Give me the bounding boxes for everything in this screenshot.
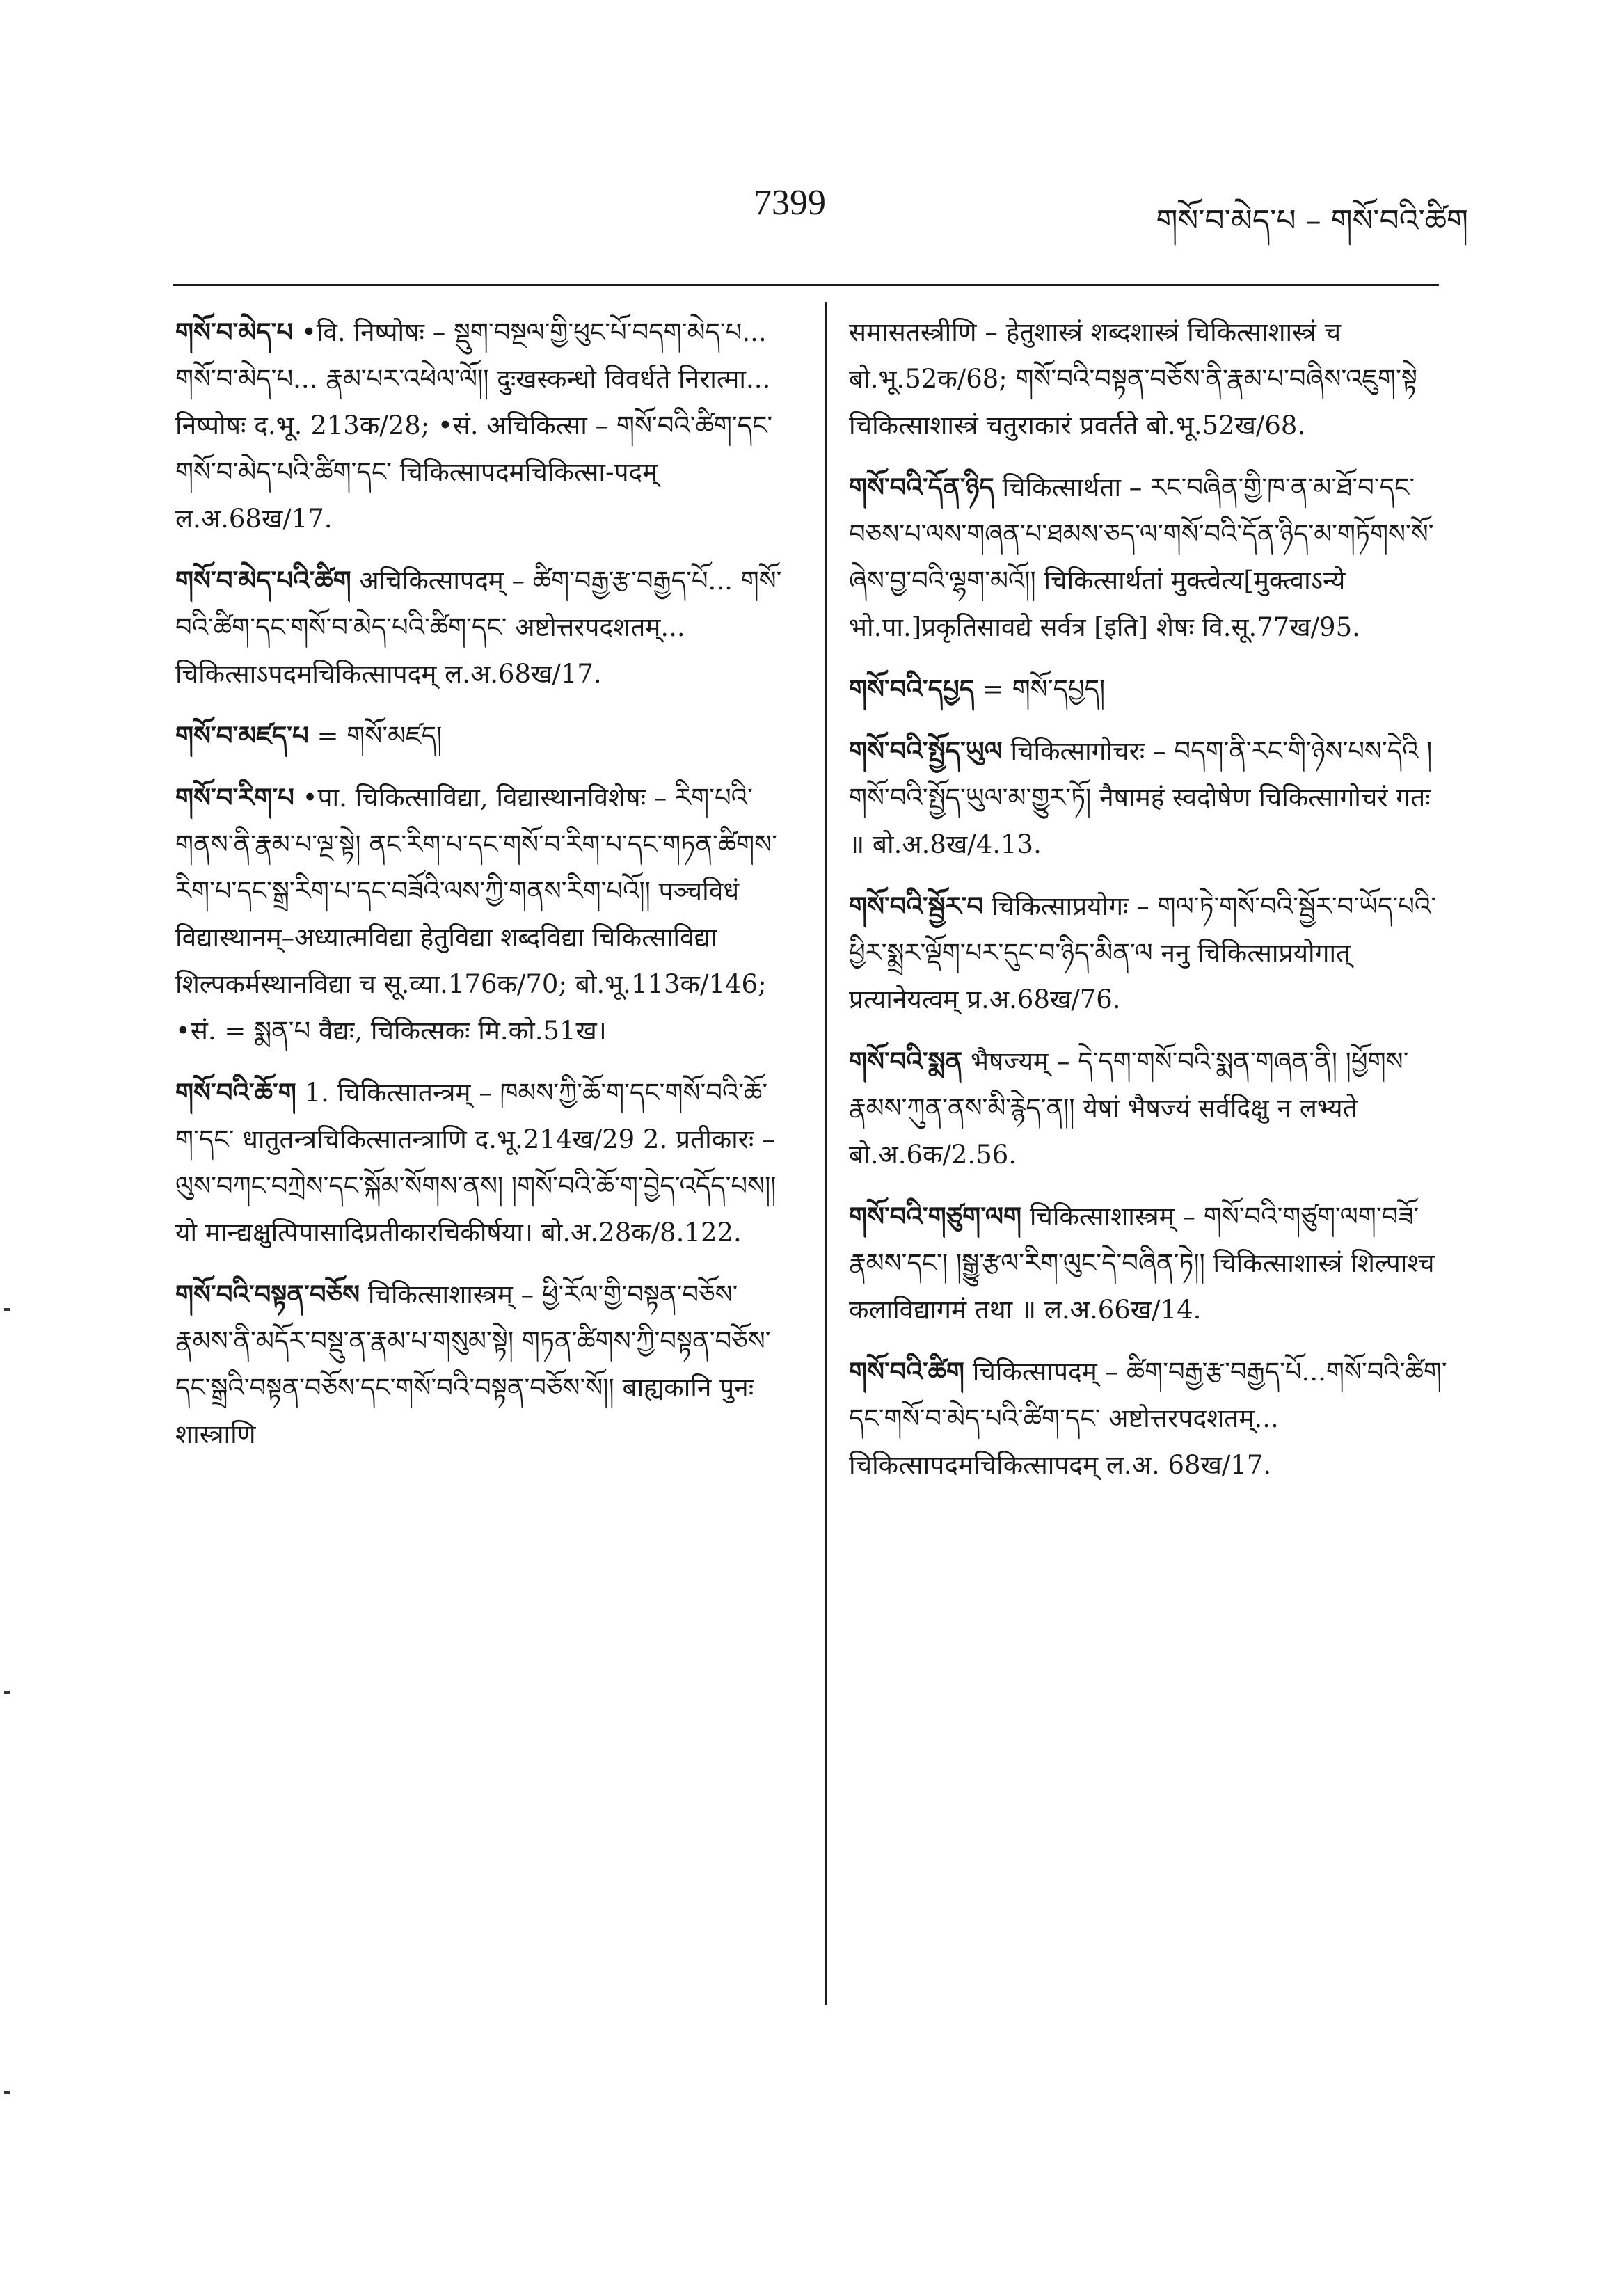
dictionary-entry <box>175 774 788 1054</box>
dictionary-entry <box>175 1069 788 1256</box>
running-head: གསོ་བ་མེད་པ – གསོ་བའི་ཚིག <box>1156 203 1468 239</box>
entry-headword: གསོ་བའི་ཚིག <box>849 1356 964 1387</box>
dictionary-entry <box>849 1348 1447 1488</box>
entry-text: चिकित्साप्रयोगः – གལ་ཏེ་གསོ་བའི་སྦྱོར་བ་ཡོད་པའི་ཕྱིར་སྨྲར་ལྡོག་པར་དུང་བ་ཉིད་མིན་ལ ननु चिकित्साप्रयोगात् प्रत्यानेयत्वम् प्र.अ.68ख/76. <box>849 891 1436 1014</box>
dictionary-entry <box>849 464 1447 651</box>
entry-text: चिकित्साशास्त्रम् – གསོ་བའི་གཙུག་ལག་བཟོ་རྣམས་དང་། །སྒྱུ་རྩལ་རིག་ལུང་དེ་བཞིན་ཏེ།། चिकित्साशास्त्रं शिल्पाश्च कलाविद्यागमं तथा ॥ ल.अ.66ख/14. <box>849 1202 1435 1325</box>
entry-headword: གསོ་བ་མཛད་པ <box>175 720 309 751</box>
dictionary-entry-continued <box>849 309 1447 449</box>
header-rule <box>173 284 1439 286</box>
scan-edge-mark <box>4 2091 10 2094</box>
entry-headword: གསོ་བའི་ཆོ་ག <box>175 1077 296 1108</box>
entry-headword: གསོ་བའི་སྤྱོད་ཡུལ <box>849 735 1003 766</box>
entry-headword: གསོ་བའི་དཔྱད <box>849 674 975 704</box>
left-column <box>175 309 788 1473</box>
entry-headword: གསོ་བ་རིག་པ <box>175 782 294 813</box>
dictionary-entry <box>849 728 1447 868</box>
page-number: 7399 <box>754 183 826 223</box>
entry-headword: གསོ་བའི་སྦྱོར་བ <box>849 891 984 921</box>
entry-text: = གསོ་དཔྱད། <box>982 674 1106 704</box>
entry-text: •पा. चिकित्साविद्या, विद्यास्थानविशेषः – རིག་པའི་གནས་ནི་རྣམ་པ་ལྔ་སྟེ། ནང་རིག་པ་དང་གསོ་བ་རིག་པ་དང་གཏན་ཚིགས་རིག་པ་དང་སྒྲ་རིག་པ་དང་བཟོའི་ལས་ཀྱི་གནས་རིག་པའོ།། पञ्चविधं विद्यास्थानम्–अध्यात्मविद्या हेतुविद्या शब्दविद्या चिकित्साविद्या शिल्पकर्मस्थानविद्या च सू.व्या.176क/70; बो.भू.113क/146; •सं. = སྨན་པ वैद्यः, चिकित्सकः मि.को.51ख। <box>175 783 777 1046</box>
dictionary-entry <box>849 1038 1447 1178</box>
entry-text: अचिकित्सापदम् – ཚིག་བརྒྱ་རྩ་བརྒྱད་པོ... གསོ་བའི་ཚིག་དང་གསོ་བ་མེད་པའི་ཚིག་དང་ अष्टोत्तरपदशतम्... चिकित्साऽपदमचिकित्सापदम् ल.अ.68ख/17. <box>175 566 782 689</box>
scan-edge-mark <box>4 1691 10 1694</box>
entry-text: चिकित्साशास्त्रम् – ཕྱི་རོལ་གྱི་བསྟན་བཅོས་རྣམས་ནི་མདོར་བསྡུ་ན་རྣམ་པ་གསུམ་སྟེ། གཏན་ཚིགས་ཀྱི་བསྟན་བཅོས་དང་སྒྲའི་བསྟན་བཅོས་དང་གསོ་བའི་བསྟན་བཅོས་སོ།། बाह्यकानि पुनः शास्त्राणि <box>175 1280 771 1449</box>
entry-text: चिकित्सापदम् – ཚིག་བརྒྱ་རྩ་བརྒྱད་པོ...གསོ་བའི་ཚིག་དང་གསོ་བ་མེད་པའི་ཚིག་དང་ अष्टोत्तरपदशतम्... चिकित्सापदमचिकित्सापदम् ल.अ. 68ख/17. <box>849 1357 1447 1480</box>
entry-text: •वि. निष्पोषः – སྡུག་བསྔལ་གྱི་ཕུང་པོ་བདག་མེད་པ... གསོ་བ་མེད་པ... རྣམ་པར་འཕེལ་ལོ།། दुःखस्कन्धो विवर्धते निरात्मा... निष्पोषः द.भू. 213क/28; •सं. अचिकित्सा – གསོ་བའི་ཚིག་དང་གསོ་བ་མེད་པའི་ཚིག་དང་ चिकित्सापदमचिकित्सा-पदम् ल.अ.68ख/17. <box>175 317 773 534</box>
entry-text: चिकित्सागोचरः – བདག་ནི་རང་གི་ཉེས་པས་དེའི །གསོ་བའི་སྤྱོད་ཡུལ་མ་གྱུར་ཏོ། नैषामहं स्वदोषेण चिकित्सागोचरं गतः ॥ बो.अ.8ख/4.13. <box>849 736 1433 859</box>
dictionary-entry <box>849 883 1447 1023</box>
entry-text: = གསོ་མཛད། <box>317 721 443 751</box>
scan-edge-mark <box>4 1308 10 1311</box>
entry-headword: གསོ་བ་མེད་པ <box>175 317 294 347</box>
right-column <box>849 309 1447 1504</box>
dictionary-entry <box>175 1271 788 1458</box>
dictionary-entry <box>175 309 788 542</box>
dictionary-entry <box>175 712 788 759</box>
column-divider <box>825 302 827 2005</box>
entry-headword: གསོ་བའི་དོན་ཉིད <box>849 472 994 502</box>
entry-text: 1. चिकित्सातन्त्रम् – ཁམས་ཀྱི་ཆོ་ག་དང་གསོ་བའི་ཆོ་ག་དང་ धातुतन्त्रचिकित्सातन्त्राणि द.भू.214ख/29 2. प्रतीकारः – ལུས་བཀང་བཀྲེས་དང་སྐོམ་སོགས་ནས། །གསོ་བའི་ཆོ་ག་བྱེད་འདོད་པས།། यो मान्द्यक्षुत्पिपासादिप्रतीकारचिकीर्षया। बो.अ.28क/8.122. <box>175 1078 777 1248</box>
dictionary-entry <box>175 557 788 697</box>
entry-headword: གསོ་བའི་གཙུག་ལག <box>849 1201 1022 1232</box>
entry-text: समासतस्त्रीणि – हेतुशास्त्रं शब्दशास्त्रं चिकित्साशास्त्रं च बो.भू.52क/68; གསོ་བའི་བསྟན་བཅོས་ནི་རྣམ་པ་བཞིས་འཇུག་སྟེ चिकित्साशास्त्रं चतुराकारं प्रवर्तते बो.भू.52ख/68. <box>849 317 1417 440</box>
entry-headword: གསོ་བའི་བསྟན་བཅོས <box>175 1279 360 1309</box>
dictionary-entry <box>849 666 1447 712</box>
entry-headword: གསོ་བའི་སྨན <box>849 1046 963 1076</box>
dictionary-entry <box>849 1193 1447 1333</box>
entry-text: चिकित्सार्थता – རང་བཞིན་གྱི་ཁ་ན་མ་ཐོ་བ་དང་བཅས་པ་ལས་གཞན་པ་ཐམས་ཅད་ལ་གསོ་བའི་དོན་ཉིད་མ་གཏོགས་སོ་ཞེས་བྱ་བའི་ལྷག་མའོ།། चिकित्सार्थतां मुक्त्वेत्य[मुक्त्वाऽन्ये भो.पा.]प्रकृतिसावद्ये सर्वत्र [इति] शेषः वि.सू.77ख/95. <box>849 472 1434 642</box>
entry-headword: གསོ་བ་མེད་པའི་ཚིག <box>175 565 351 596</box>
entry-text: भैषज्यम् – དེ་དག་གསོ་བའི་སྨན་གཞན་ནི། །ཕྱོགས་རྣམས་ཀུན་ནས་མི་རྙེད་ན།། येषां भैषज्यं सर्वदिक्षु न लभ्यते बो.अ.6क/2.56. <box>849 1046 1409 1170</box>
